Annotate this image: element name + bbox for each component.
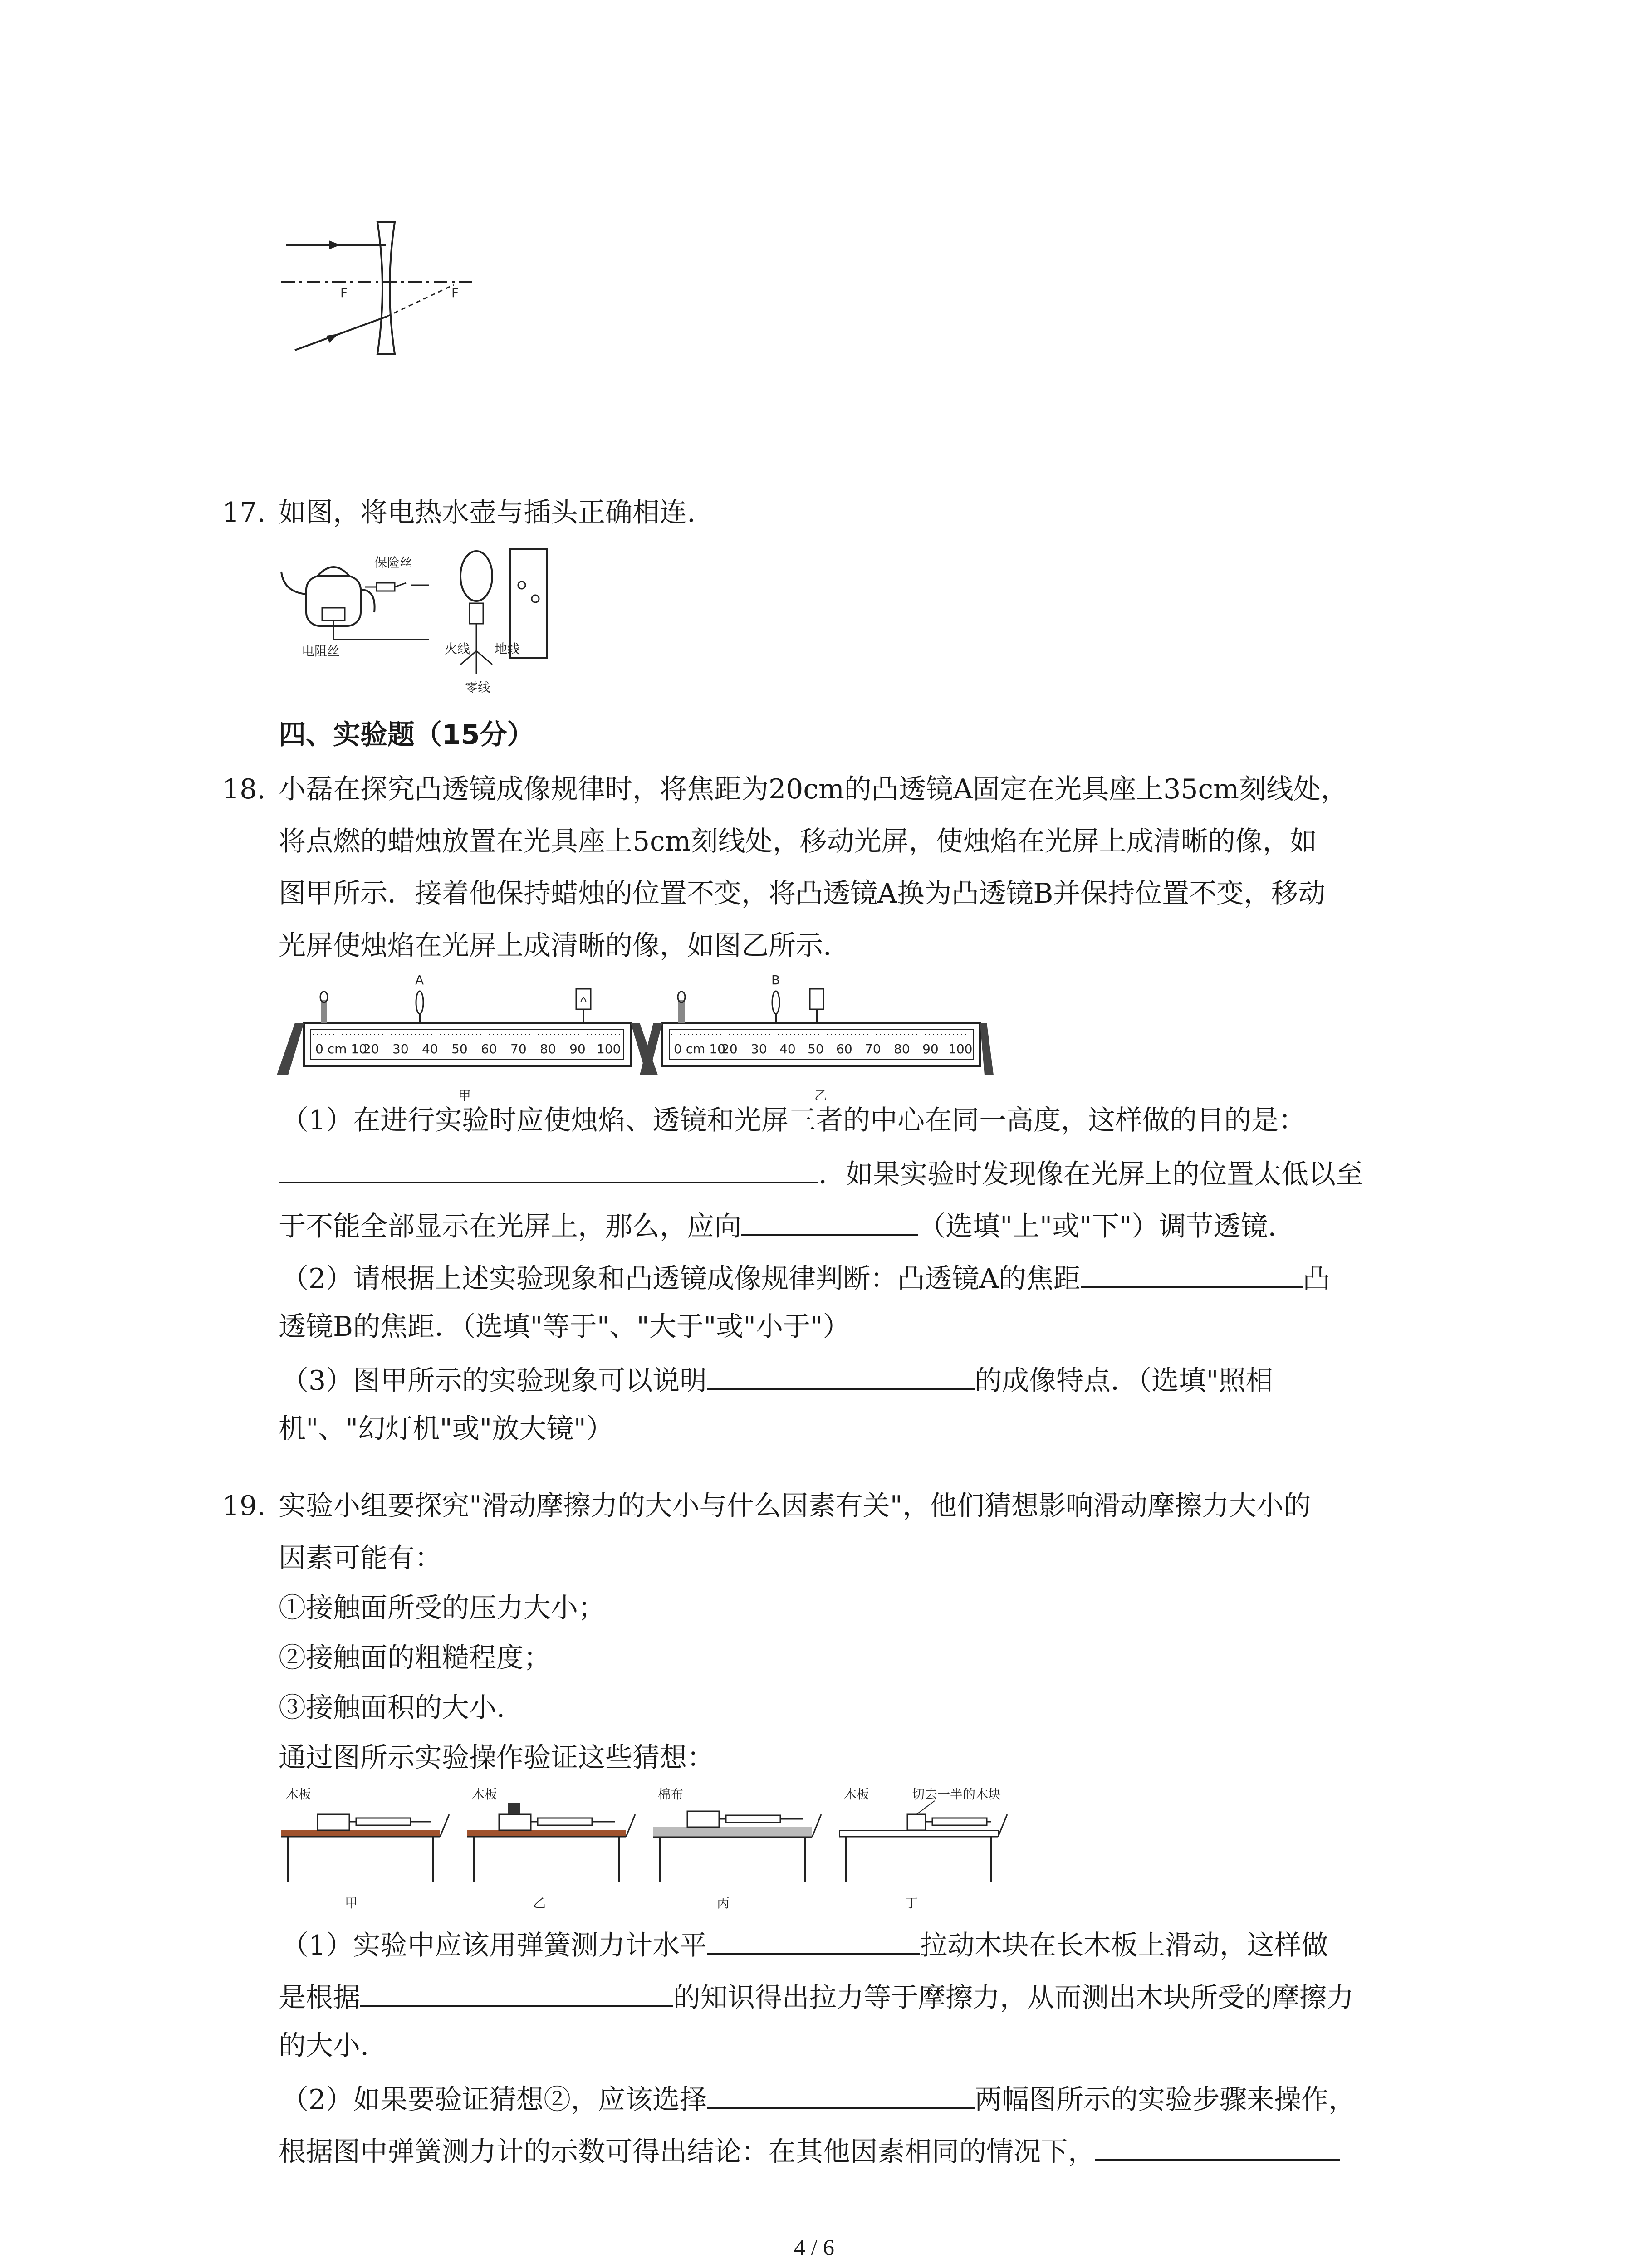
svg-text:90: 90 — [922, 1041, 939, 1056]
answer-blank[interactable] — [741, 1202, 918, 1236]
setup-jia-label: 甲 — [345, 1896, 358, 1911]
ground-wire-label: 地线 — [495, 641, 520, 656]
answer-blank[interactable] — [1081, 1254, 1303, 1288]
setup-yi-label: 乙 — [533, 1896, 546, 1911]
q19-verify: 通过图所示实验操作验证这些猜想： — [279, 1742, 714, 1774]
optical-bench-figure — [277, 971, 994, 1111]
setup-jia — [281, 1787, 449, 1911]
q17-text: 如图，将电热水壶与插头正确相连. — [279, 497, 696, 528]
q18-intro-line1: 小磊在探究凸透镜成像规律时，将焦距为20cm的凸透镜A固定在光具座上35cm刻线处， — [279, 773, 1348, 805]
svg-text:20: 20 — [363, 1041, 379, 1056]
neutral-wire-label: 零线 — [465, 680, 491, 695]
board-label-1: 木板 — [286, 1787, 312, 1802]
q18-part1-line1: （1）在进行实验时应使烛焰、透镜和光屏三者的中心在同一高度，这样做的目的是： — [281, 1105, 1306, 1136]
live-wire-label: 火线 — [445, 641, 470, 656]
svg-text:70: 70 — [510, 1041, 527, 1056]
answer-blank[interactable] — [707, 1921, 920, 1955]
focal-label-left: F — [340, 285, 348, 300]
answer-blank[interactable] — [707, 2075, 975, 2109]
svg-text:50: 50 — [451, 1041, 468, 1056]
svg-text:30: 30 — [392, 1041, 409, 1056]
concave-lens-figure — [272, 213, 481, 363]
board-label-4: 木板 — [844, 1787, 870, 1802]
fuse-label: 保险丝 — [374, 555, 413, 570]
svg-text:0 cm 10: 0 cm 10 — [674, 1041, 725, 1056]
focal-label-right: F — [451, 285, 459, 300]
q18-part2-line1: （2）请根据上述实验现象和凸透镜成像规律判断：凸透镜A的焦距 凸 — [281, 1254, 1330, 1301]
q19-guess-3: ③接触面积的大小. — [279, 1692, 505, 1724]
q19-part2-line1: （2）如果要验证猜想②，应该选择 两幅图所示的实验步骤来操作， — [281, 2075, 1356, 2122]
answer-blank[interactable] — [1095, 2127, 1340, 2161]
q18-intro-line2: 将点燃的蜡烛放置在光具座上5cm刻线处，移动光屏，使烛焰在光屏上成清晰的像，如 — [279, 826, 1317, 857]
q18-part3-line2: 机"、"幻灯机"或"放大镜"） — [279, 1413, 613, 1445]
kettle-plug-figure — [274, 540, 565, 703]
bench-jia-label: 甲 — [458, 1088, 471, 1103]
q19-guess-1: ①接触面所受的压力大小； — [279, 1592, 605, 1624]
q18-number: 18. — [222, 773, 266, 805]
svg-text:80: 80 — [540, 1041, 556, 1056]
svg-text:20: 20 — [721, 1041, 738, 1056]
q19-part1-line2: 是根据 的知识得出拉力等于摩擦力，从而测出木块所受的摩擦力 — [279, 1973, 1354, 2020]
svg-text:100: 100 — [948, 1041, 973, 1056]
setup-ding-label: 丁 — [905, 1896, 918, 1911]
q17-number: 17. — [222, 497, 266, 528]
svg-text:70: 70 — [865, 1041, 881, 1056]
q18-intro-line4: 光屏使烛焰在光屏上成清晰的像，如图乙所示. — [279, 930, 832, 962]
svg-text:50: 50 — [808, 1041, 824, 1056]
setup-ding — [839, 1787, 1007, 1911]
svg-text:40: 40 — [779, 1041, 796, 1056]
svg-text:60: 60 — [836, 1041, 852, 1056]
q19-part2-line2: 根据图中弹簧测力计的示数可得出结论：在其他因素相同的情况下， — [279, 2127, 1340, 2175]
setup-bing — [653, 1787, 821, 1911]
svg-text:30: 30 — [751, 1041, 767, 1056]
lens-a-label: A — [415, 973, 424, 987]
answer-blank[interactable] — [360, 1973, 673, 2007]
svg-text:0 cm 10: 0 cm 10 — [315, 1041, 367, 1056]
lens-b-label: B — [771, 973, 780, 987]
q18-part2-line2: 透镜B的焦距．（选填"等于"、"大于"或"小于"） — [279, 1311, 850, 1343]
svg-text:40: 40 — [422, 1041, 438, 1056]
q19-number: 19. — [222, 1490, 266, 1522]
page-number: 4 / 6 — [794, 2234, 834, 2260]
q18-part1-line2: ．如果实验时发现像在光屏上的位置太低以至 — [279, 1150, 1363, 1197]
q18-part3-line1: （3）图甲所示的实验现象可以说明 的成像特点．（选填"照相 — [281, 1356, 1273, 1403]
answer-blank[interactable] — [707, 1356, 975, 1390]
bench-yi-label: 乙 — [814, 1088, 828, 1103]
section-heading: 四、实验题（15分） — [279, 719, 534, 751]
half-block-label: 切去一半的木块 — [912, 1787, 1001, 1802]
q18-part1-line3: 于不能全部显示在光屏上，那么，应向 （选填"上"或"下"）调节透镜. — [279, 1202, 1276, 1249]
svg-text:80: 80 — [894, 1041, 910, 1056]
q19-guess-2: ②接触面的粗糙程度； — [279, 1642, 551, 1674]
svg-text:100: 100 — [597, 1041, 621, 1056]
setup-bing-label: 丙 — [717, 1896, 730, 1911]
q19-intro-line1: 实验小组要探究"滑动摩擦力的大小与什么因素有关"，他们猜想影响滑动摩擦力大小的 — [279, 1490, 1311, 1522]
board-label-2: 木板 — [472, 1787, 498, 1802]
answer-blank[interactable] — [279, 1150, 818, 1183]
bench-jia — [277, 973, 658, 1103]
svg-text:60: 60 — [481, 1041, 497, 1056]
q19-intro-line2: 因素可能有： — [279, 1542, 442, 1574]
bench-yi — [640, 973, 994, 1103]
q19-part1-line3: 的大小. — [279, 2030, 369, 2062]
q18-intro-line3: 图甲所示．接着他保持蜡烛的位置不变，将凸透镜A换为凸透镜B并保持位置不变，移动 — [279, 878, 1326, 909]
q19-part1-line1: （1）实验中应该用弹簧测力计水平 拉动木块在长木板上滑动，这样做 — [281, 1921, 1328, 1968]
svg-text:90: 90 — [569, 1041, 586, 1056]
setup-yi — [467, 1787, 635, 1911]
cloth-label: 棉布 — [658, 1787, 684, 1802]
resistor-label: 电阻丝 — [302, 644, 340, 659]
friction-experiment-figure — [277, 1778, 1039, 1914]
